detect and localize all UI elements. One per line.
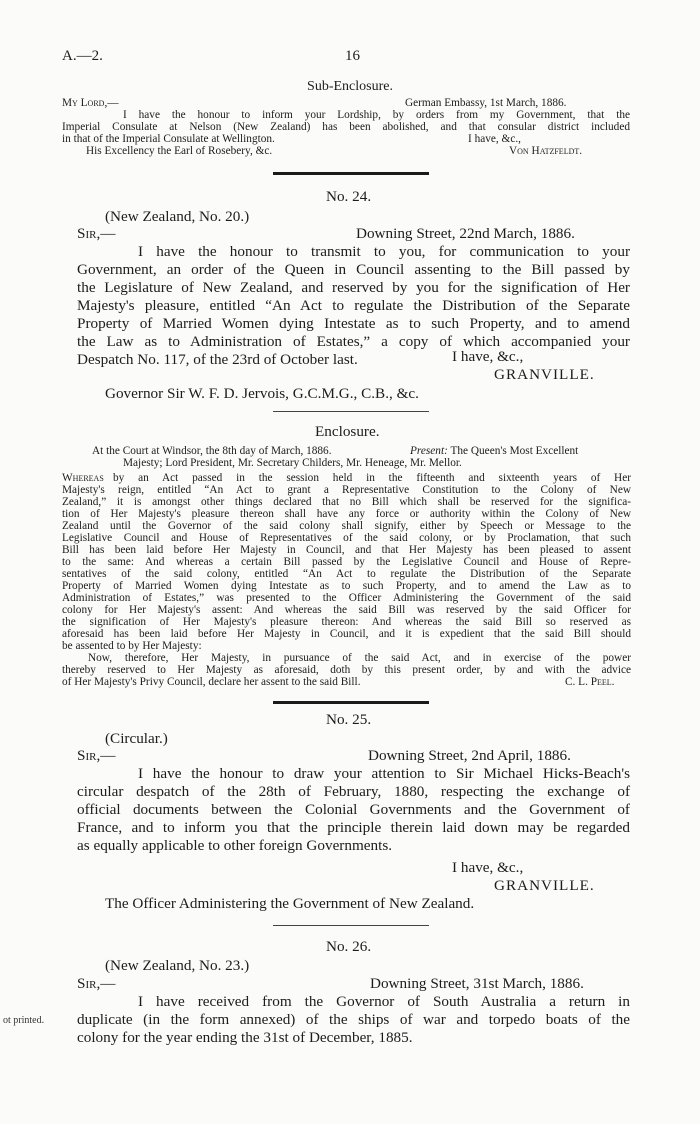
no26-number: No. 26.	[326, 938, 372, 955]
no25-closing: I have, &c.,	[452, 859, 524, 876]
no25-reference: (Circular.)	[105, 730, 168, 747]
enclosure-body-line: Bill has been laid before Her Majesty in Council, and that Her Majesty has been pleased to assent	[62, 544, 631, 556]
no25-addressee: The Officer Administering the Government of New Zealand.	[105, 895, 475, 912]
sub-enclosure-addressee: His Excellency the Earl of Rosebery, &c.	[86, 145, 273, 157]
no24-body-line: I have the honour to transmit to you, for communication to your	[138, 243, 630, 260]
sub-enclosure-salutation: My Lord,—	[62, 97, 119, 109]
sub-enclosure-line: I have the honour to inform your Lordship, by orders from my Government, that the	[123, 109, 630, 121]
enclosure-body-line: sentatives of the said colony, entitled “An Act to regulate the Distribution of the Separate	[62, 568, 631, 580]
no26-body-line: duplicate (in the form annexed) of the ships of war and torpedo boats of the	[77, 1011, 630, 1028]
enclosure-title: Enclosure.	[315, 423, 380, 440]
sub-enclosure-line: Imperial Consulate at Nelson (New Zealand) has been abolished, and that consular district included	[62, 121, 630, 133]
enclosure-body-line: to the same: And whereas a certain Bill passed by the Legislative Council and House of Repre-	[62, 556, 631, 568]
section-rule	[273, 411, 429, 412]
no24-body-line: Despatch No. 117, of the 23rd of October last.	[77, 351, 358, 368]
no24-reference: (New Zealand, No. 20.)	[105, 208, 250, 225]
page-reference: A.—2.	[62, 48, 103, 64]
enclosure-present	[410, 445, 578, 457]
present-label: Present:	[410, 445, 448, 457]
no24-body-line: Majesty's pleasure, entitled “An Act to regulate the Distribution of the Separate	[77, 297, 630, 314]
no26-place-date: Downing Street, 31st March, 1886.	[370, 975, 584, 992]
enclosure-body-line: be assented to by Her Majesty:	[62, 640, 202, 652]
no26-body-line: I have received from the Governor of South Australia a return in	[138, 993, 630, 1010]
no25-body-line: official documents between the Colonial Governments and the Government of	[77, 801, 630, 818]
enclosure-body-line: Legislative Council and House of Representatives of the said colony, or by Proclamation, that such	[62, 532, 631, 544]
enclosure-body-line: aforesaid has been laid before Her Majesty in Council, and it is expedient that the said Bill should	[62, 628, 631, 640]
no24-salutation: Sir,—	[77, 225, 116, 242]
no24-number: No. 24.	[326, 188, 372, 205]
no24-body-line: the Law as to Administration of Estates,” a copy of which accompanied your	[77, 333, 630, 350]
enclosure-body-line: Property of Married Women dying Intestate as to such Property, and to amend the Law as to	[62, 580, 631, 592]
no24-body-line: the Legislature of New Zealand, and reserved by you for the signification of Her	[77, 279, 630, 296]
enclosure-body-line: by an Act passed in the session held in the fifteenth and sixteenth years of Her	[113, 472, 631, 484]
enclosure-court-line: At the Court at Windsor, the 8th day of March, 1886.	[92, 445, 332, 457]
section-rule	[273, 701, 429, 704]
page-number: 16	[345, 48, 360, 64]
no24-body-line: Government, an order of the Queen in Council assenting to the Bill passed by	[77, 261, 630, 278]
no25-signature: GRANVILLE.	[494, 877, 595, 894]
enclosure-body-line: colony for Her Majesty's assent: And whereas the said Bill was reserved by the said Officer for	[62, 604, 631, 616]
enclosure-now-line: Now, therefore, Her Majesty, in pursuance of the said Act, and in exercise of the power	[88, 652, 631, 664]
no26-salutation: Sir,—	[77, 975, 116, 992]
no25-body-line: as equally applicable to other foreign Governments.	[77, 837, 393, 854]
margin-note: ot printed.	[3, 1015, 45, 1026]
sub-enclosure-line: in that of the Imperial Consulate at Wellington.	[62, 133, 275, 145]
section-rule	[273, 925, 429, 926]
no25-place-date: Downing Street, 2nd April, 1886.	[368, 747, 571, 764]
no24-closing: I have, &c.,	[452, 348, 524, 365]
no26-body-line: colony for the year ending the 31st of December, 1885.	[77, 1029, 413, 1046]
no24-body-line: Property of Married Women dying Intestate as to such Property, and to amend	[77, 315, 630, 332]
present-rest: The Queen's Most Excellent	[450, 445, 579, 457]
no26-reference: (New Zealand, No. 23.)	[105, 957, 250, 974]
enclosure-signature: C. L. Peel.	[565, 676, 615, 688]
no24-addressee: Governor Sir W. F. D. Jervois, G.C.M.G., C.B., &c.	[105, 385, 419, 402]
enclosure-body-line: Majesty's reign, entitled “An Act to grant a Representative Constitution to the Colony of New	[62, 484, 631, 496]
no25-body-line: I have the honour to draw your attention to Sir Michael Hicks-Beach's	[138, 765, 630, 782]
no24-place-date: Downing Street, 22nd March, 1886.	[356, 225, 575, 242]
enclosure-body-line: Zealand until the Governor of the said colony shall signify, either by Speech or Message to the	[62, 520, 631, 532]
sub-enclosure-place-date: German Embassy, 1st March, 1886.	[405, 97, 567, 109]
enclosure-body-line: Administration of Estates,” was presented to the Officer Administering the Government of the said	[62, 592, 631, 604]
sub-enclosure-closing: I have, &c.,	[468, 133, 522, 145]
no25-salutation: Sir,—	[77, 747, 116, 764]
no25-number: No. 25.	[326, 711, 372, 728]
no25-body-line: France, and to inform you that the principle therein laid down may be regarded	[77, 819, 630, 836]
sub-enclosure-signature: Von Hatzfeldt.	[509, 145, 583, 157]
no25-body-line: circular despatch of the 28th of February, 1880, respecting the exchange of	[77, 783, 630, 800]
enclosure-body-line: Zealand,” it is amongst other things declared that no Bill which shall be reserved for the significa-	[62, 496, 631, 508]
enclosure-now-line: of Her Majesty's Privy Council, declare her assent to the said Bill.	[62, 676, 361, 688]
enclosure-body-line: the signification of Her Majesty's pleasure thereon: And whereas the said Bill so reserved as	[62, 616, 631, 628]
enclosure-whereas: Whereas	[62, 472, 104, 484]
enclosure-court-line: Majesty; Lord President, Mr. Secretary Childers, Mr. Heneage, Mr. Mellor.	[123, 457, 462, 469]
enclosure-now-line: thereby reserved to Her Majesty as aforesaid, doth by this present order, by and with the advice	[62, 664, 631, 676]
no24-signature: GRANVILLE.	[494, 366, 595, 383]
enclosure-body-line: tion of Her Majesty's pleasure thereon shall have any force or authority within the Colony of New	[62, 508, 631, 520]
sub-enclosure-title: Sub-Enclosure.	[307, 79, 393, 94]
section-rule	[273, 172, 429, 175]
